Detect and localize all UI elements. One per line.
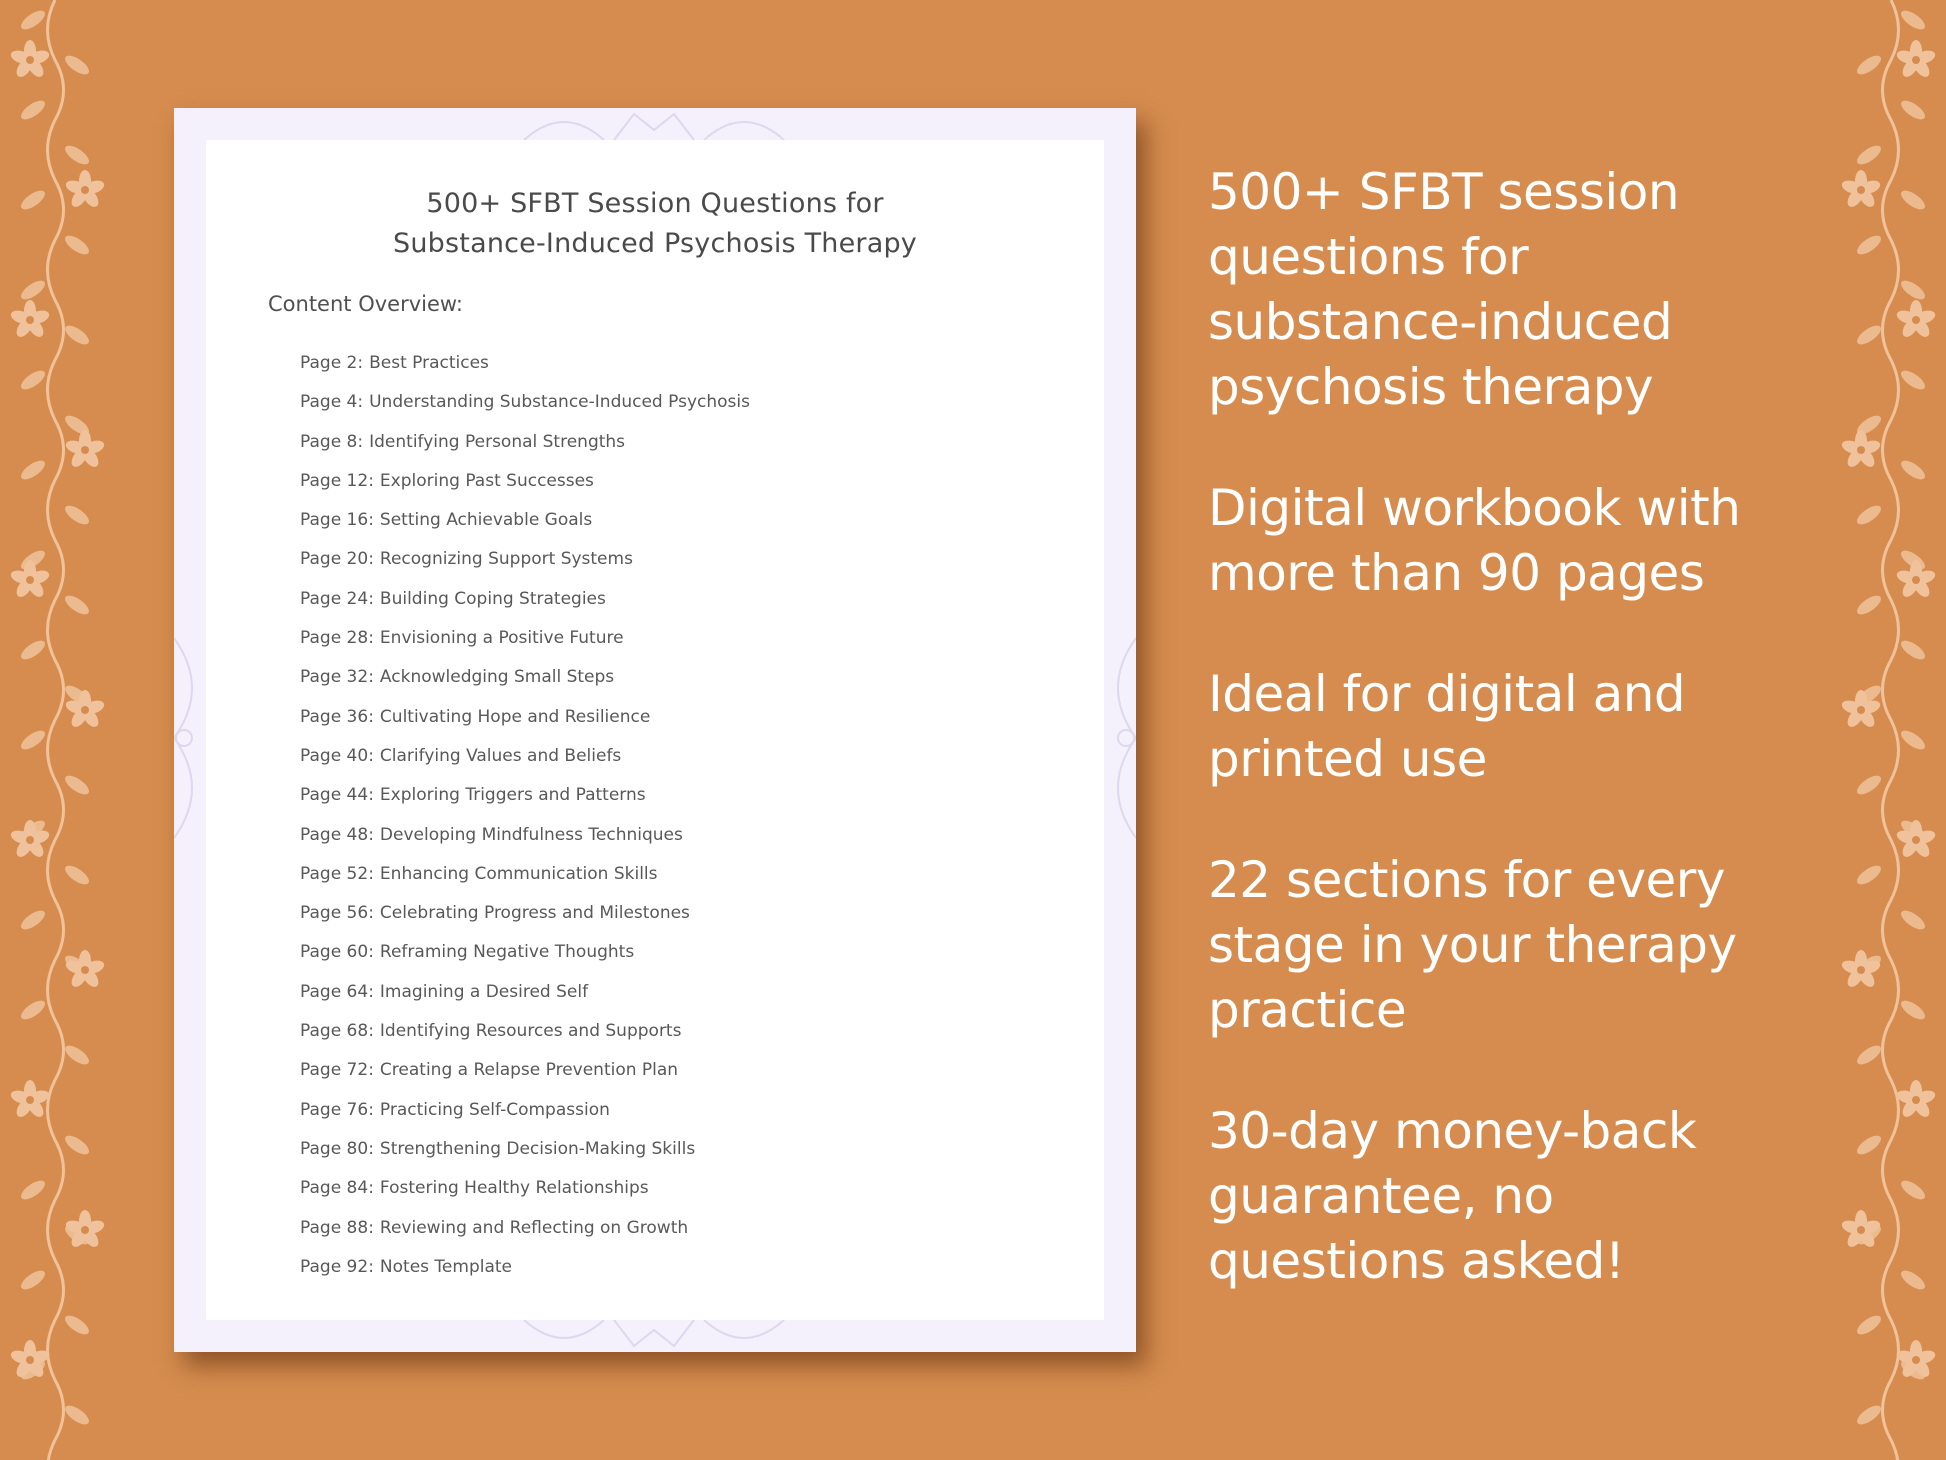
toc-page-number: Page 48:: [300, 824, 374, 845]
feature-line: substance-induced: [1208, 293, 1673, 351]
feature-item: [1208, 476, 1828, 606]
toc-page-number: Page 76:: [300, 1099, 374, 1120]
toc-section-title: Building Coping Strategies: [379, 588, 606, 609]
content-overview-label: Content Overview:: [268, 292, 463, 316]
toc-page-number: Page 28:: [300, 628, 374, 649]
toc-page-number: Page 8:: [300, 431, 364, 452]
toc-item: [300, 1248, 750, 1287]
toc-page-number: Page 68:: [300, 1021, 374, 1042]
toc-page-number: Page 60:: [300, 942, 374, 963]
toc-page-number: Page 36:: [300, 706, 374, 727]
document-title-line: 500+ SFBT Session Questions for: [426, 188, 884, 219]
toc-page-number: Page 88:: [300, 1217, 374, 1238]
document-title-line: Substance-Induced Psychosis Therapy: [393, 228, 917, 259]
toc-item: [300, 658, 750, 697]
feature-line: Digital workbook with: [1208, 479, 1741, 537]
toc-page-number: Page 24:: [300, 588, 374, 609]
toc-page-number: Page 2:: [300, 353, 364, 373]
document-page: [206, 140, 1104, 1320]
feature-line: 22 sections for every: [1208, 851, 1725, 909]
toc-section-title: Practicing Self-Compassion: [379, 1099, 610, 1120]
toc-item: [300, 816, 750, 855]
mandala-ornament-icon: [504, 108, 804, 140]
feature-line: practice: [1208, 981, 1407, 1039]
feature-line: printed use: [1208, 730, 1487, 788]
toc-item: [300, 540, 750, 579]
feature-line: psychosis therapy: [1208, 358, 1654, 416]
toc-page-number: Page 20:: [300, 549, 374, 570]
toc-section-title: Best Practices: [369, 353, 489, 373]
toc-section-title: Identifying Resources and Supports: [379, 1021, 682, 1042]
feature-line: questions asked!: [1208, 1232, 1625, 1290]
toc-item: [300, 776, 750, 815]
toc-section-title: Notes Template: [379, 1256, 512, 1277]
toc-section-title: Exploring Triggers and Patterns: [379, 785, 646, 806]
toc-section-title: Understanding Substance-Induced Psychosis: [369, 392, 750, 413]
mandala-ornament-icon: [504, 1320, 804, 1352]
floral-vine-left: [0, 0, 130, 1460]
toc-item: [300, 619, 750, 658]
toc-item: [300, 580, 750, 619]
toc-page-number: Page 12:: [300, 470, 374, 491]
toc-section-title: Creating a Relapse Prevention Plan: [379, 1060, 679, 1081]
toc-section-title: Imagining a Desired Self: [379, 981, 589, 1002]
toc-page-number: Page 56:: [300, 903, 374, 924]
toc-item: [300, 1091, 750, 1130]
toc-item: [300, 1130, 750, 1169]
document-title: [206, 184, 1104, 264]
toc-section-title: Acknowledging Small Steps: [379, 667, 615, 688]
toc-page-number: Page 4:: [300, 392, 364, 413]
feature-list: [1208, 160, 1828, 1350]
toc-section-title: Exploring Past Successes: [379, 470, 594, 491]
toc-section-title: Strengthening Decision-Making Skills: [379, 1138, 696, 1159]
toc-item: [300, 462, 750, 501]
toc-section-title: Fostering Healthy Relationships: [379, 1178, 649, 1199]
toc-page-number: Page 44:: [300, 785, 374, 806]
toc-section-title: Reframing Negative Thoughts: [379, 942, 635, 963]
toc-item: [300, 737, 750, 776]
table-of-contents: [300, 344, 750, 1287]
toc-item: [300, 1169, 750, 1208]
toc-item: [300, 933, 750, 972]
toc-item: [300, 344, 750, 383]
toc-section-title: Enhancing Communication Skills: [379, 863, 658, 884]
feature-line: guarantee, no: [1208, 1167, 1554, 1225]
toc-section-title: Celebrating Progress and Milestones: [379, 903, 690, 924]
toc-section-title: Developing Mindfulness Techniques: [379, 824, 683, 845]
toc-item: [300, 423, 750, 462]
feature-line: questions for: [1208, 228, 1529, 286]
toc-section-title: Setting Achievable Goals: [379, 510, 593, 531]
toc-section-title: Reviewing and Reflecting on Growth: [379, 1217, 689, 1238]
document-frame: [174, 108, 1136, 1352]
toc-section-title: Recognizing Support Systems: [379, 549, 633, 570]
toc-page-number: Page 80:: [300, 1138, 374, 1159]
toc-page-number: Page 40:: [300, 745, 374, 766]
toc-item: [300, 1051, 750, 1090]
feature-line: more than 90 pages: [1208, 544, 1705, 602]
feature-line: stage in your therapy: [1208, 916, 1737, 974]
feature-line: 500+ SFBT session: [1208, 163, 1680, 221]
feature-line: Ideal for digital and: [1208, 665, 1686, 723]
feature-line: 30-day money-back: [1208, 1102, 1697, 1160]
toc-item: [300, 501, 750, 540]
toc-item: [300, 383, 750, 422]
toc-page-number: Page 32:: [300, 667, 374, 688]
toc-section-title: Identifying Personal Strengths: [369, 431, 626, 452]
toc-page-number: Page 64:: [300, 981, 374, 1002]
toc-page-number: Page 52:: [300, 863, 374, 884]
feature-item: [1208, 1099, 1828, 1294]
toc-item: [300, 1012, 750, 1051]
floral-vine-right: [1816, 0, 1946, 1460]
feature-item: [1208, 662, 1828, 792]
toc-item: [300, 855, 750, 894]
toc-item: [300, 698, 750, 737]
feature-item: [1208, 160, 1828, 420]
toc-section-title: Envisioning a Positive Future: [379, 628, 624, 649]
mandala-ornament-icon: [1104, 628, 1136, 848]
toc-section-title: Cultivating Hope and Resilience: [379, 706, 651, 727]
toc-item: [300, 973, 750, 1012]
toc-page-number: Page 72:: [300, 1060, 374, 1081]
document-preview: [174, 108, 1136, 1352]
toc-item: [300, 1209, 750, 1248]
mandala-ornament-icon: [174, 628, 206, 848]
toc-page-number: Page 16:: [300, 510, 374, 531]
toc-item: [300, 894, 750, 933]
toc-page-number: Page 84:: [300, 1178, 374, 1199]
feature-item: [1208, 848, 1828, 1043]
toc-page-number: Page 92:: [300, 1256, 374, 1277]
toc-section-title: Clarifying Values and Beliefs: [379, 745, 622, 766]
